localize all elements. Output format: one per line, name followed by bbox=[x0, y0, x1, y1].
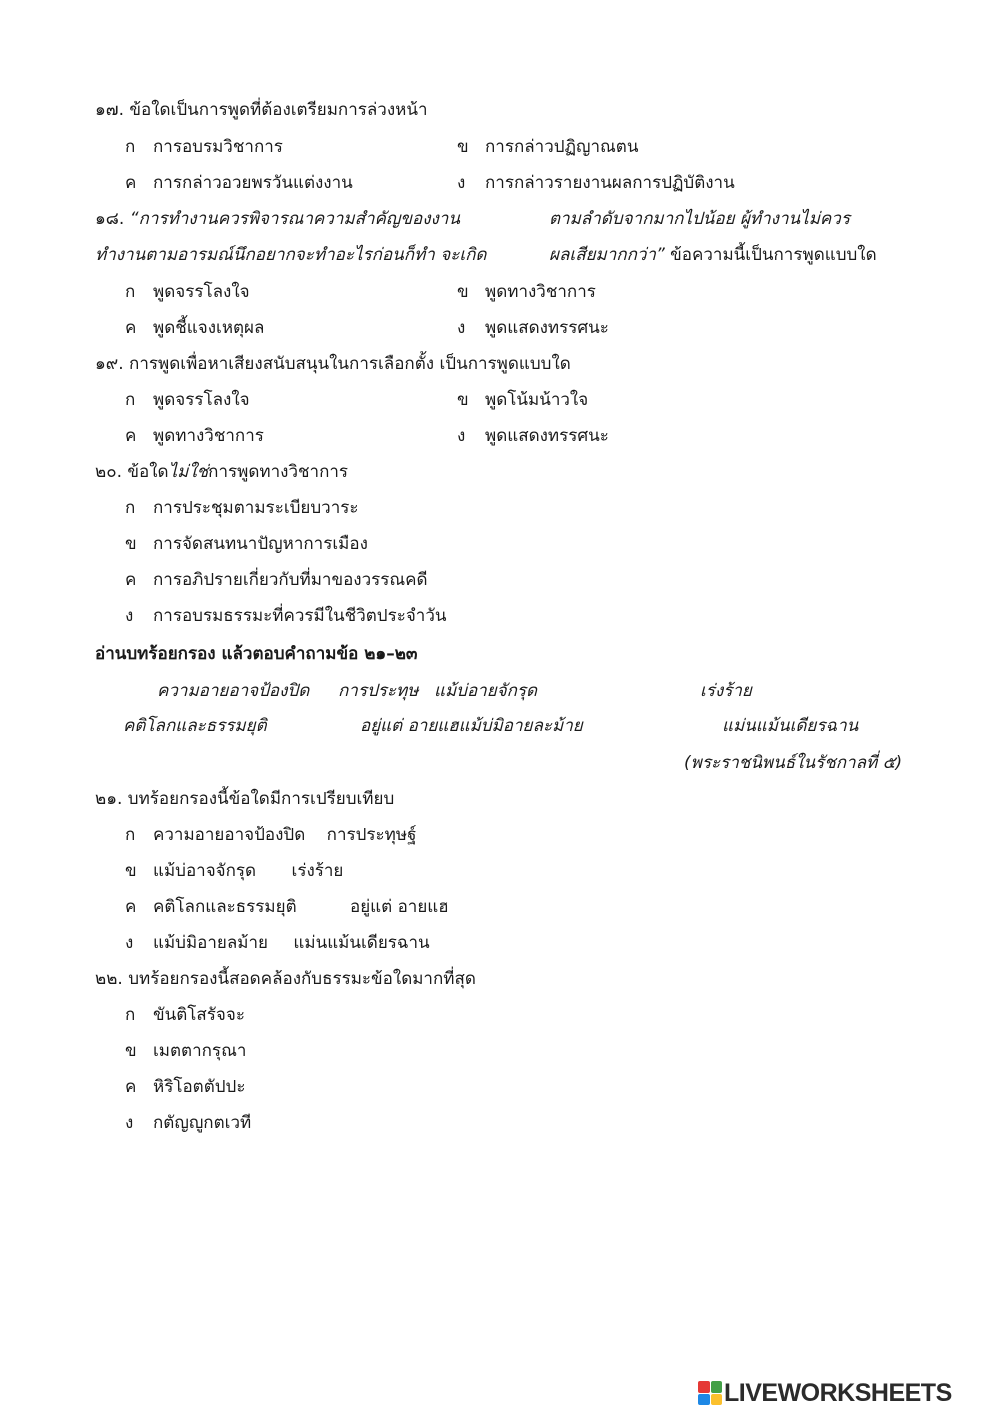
q17-option-a[interactable]: การอบรมวิชาการ bbox=[153, 137, 283, 157]
poem-line-2c: แม่นแม้นเดียรฉาน bbox=[722, 716, 859, 736]
q20-option-c[interactable]: การอภิปรายเกี่ยวกับที่มาของวรรณคดี bbox=[153, 570, 428, 590]
q20-option-b[interactable]: การจัดสนทนาปัญหาการเมือง bbox=[153, 534, 368, 554]
q21-option-a-letter: ก bbox=[125, 825, 136, 845]
q22-option-b[interactable]: เมตตากรุณา bbox=[153, 1041, 247, 1061]
q22-option-c-letter: ค bbox=[125, 1077, 137, 1097]
q21-option-c[interactable] bbox=[153, 895, 449, 919]
q19-option-a-letter: ก bbox=[125, 390, 136, 410]
q20-option-d[interactable]: การอบรมธรรมะที่ควรมีในชีวิตประจำวัน bbox=[153, 606, 447, 626]
q19-option-c[interactable]: พูดทางวิชาการ bbox=[153, 426, 264, 446]
q19-option-c-letter: ค bbox=[125, 426, 137, 446]
q21-option-a[interactable] bbox=[153, 823, 416, 847]
q18-option-d-letter: ง bbox=[457, 318, 466, 338]
poem-line-1c: แม้บ่อายจักรุด bbox=[434, 681, 538, 701]
q20-option-a[interactable]: การประชุมตามระเบียบวาระ bbox=[153, 498, 359, 518]
q21-option-b-part-1: แม้บ่อาจจักรุด bbox=[153, 861, 257, 881]
q17-option-c-letter: ค bbox=[125, 173, 137, 193]
q18-option-a-letter: ก bbox=[125, 282, 136, 302]
q18-number: ๑๘. bbox=[95, 209, 125, 229]
poem-line-2a: คติโลกและธรรมยุติ bbox=[123, 716, 267, 736]
q17-option-b[interactable]: การกล่าวปฏิญาณตน bbox=[485, 137, 639, 157]
q21-option-c-letter: ค bbox=[125, 897, 137, 917]
q22-option-a-letter: ก bbox=[125, 1005, 136, 1025]
poem-heading: อ่านบทร้อยกรอง แล้วตอบคำถามข้อ ๒๑–๒๓ bbox=[95, 644, 418, 664]
question-22-stem: ๒๒. บทร้อยกรองนี้สอดคล้องกับธรรมะข้อใดมากที่สุด bbox=[95, 969, 476, 989]
q18-option-b[interactable]: พูดทางวิชาการ bbox=[485, 282, 596, 302]
logo-square-red-icon bbox=[698, 1381, 710, 1393]
q18-option-a[interactable]: พูดจรรโลงใจ bbox=[153, 282, 250, 302]
q18-option-d[interactable]: พูดแสดงทรรศนะ bbox=[485, 318, 609, 338]
poem-line-1b: การประทุษ bbox=[338, 681, 419, 701]
q21-option-d-part-2: แม่นแม้นเดียรฉาน bbox=[293, 933, 430, 953]
liveworksheets-logo-text: LIVEWORKSHEETS bbox=[724, 1378, 952, 1407]
q21-option-d-letter: ง bbox=[125, 933, 134, 953]
q19-option-b[interactable]: พูดโน้มน้าวใจ bbox=[485, 390, 589, 410]
q20-option-d-letter: ง bbox=[125, 606, 134, 626]
q18-option-c-letter: ค bbox=[125, 318, 137, 338]
q17-option-d[interactable]: การกล่าวรายงานผลการปฏิบัติงาน bbox=[485, 173, 735, 193]
question-21-stem: ๒๑. บทร้อยกรองนี้ข้อใดมีการเปรียบเทียบ bbox=[95, 789, 395, 809]
q18-option-b-letter: ข bbox=[457, 282, 469, 302]
liveworksheets-logo[interactable] bbox=[698, 1378, 952, 1408]
q18-quote-part-4: ผลเสียมากกว่า” bbox=[549, 245, 665, 265]
q22-option-d-letter: ง bbox=[125, 1113, 134, 1133]
poem-source: (พระราชนิพนธ์ในรัชกาลที่ ๕) bbox=[684, 753, 903, 773]
question-17-stem: ๑๗. ข้อใดเป็นการพูดที่ต้องเตรียมการล่วงหน้า bbox=[95, 100, 428, 120]
q22-option-d[interactable]: กตัญญูกตเวที bbox=[153, 1113, 252, 1133]
logo-square-green-icon bbox=[711, 1381, 723, 1393]
q18-quote-part-2: ตามลำดับจากมากไปน้อย ผู้ทำงานไม่ควร bbox=[549, 209, 850, 229]
q20-stem-post: การพูดทางวิชาการ bbox=[208, 462, 349, 482]
poem-line-1d: เร่งร้าย bbox=[700, 681, 752, 701]
q18-option-c[interactable]: พูดชี้แจงเหตุผล bbox=[153, 318, 265, 338]
q20-stem-italic: ไม่ใช่ bbox=[168, 462, 209, 482]
q21-option-b-part-2: เร่งร้าย bbox=[291, 861, 344, 881]
q20-stem-pre: ๒๐. ข้อใด bbox=[95, 462, 169, 482]
q18-quote-part-1: “การทำงานควรพิจารณาความสำคัญของงาน bbox=[129, 209, 460, 229]
q21-option-d[interactable] bbox=[153, 931, 430, 955]
q17-option-c[interactable]: การกล่าวอวยพรวันแต่งงาน bbox=[153, 173, 353, 193]
q19-option-b-letter: ข bbox=[457, 390, 469, 410]
q22-option-b-letter: ข bbox=[125, 1041, 137, 1061]
question-18-line-2-tail bbox=[549, 243, 877, 267]
q18-quote-part-3: ทำงานตามอารมณ์นึกอยากจะทำอะไรก่อนก็ทำ จะเกิด bbox=[95, 245, 487, 265]
logo-square-yellow-icon bbox=[711, 1394, 723, 1406]
q21-option-c-part-2: อยู่แต่ อายแฮ bbox=[350, 897, 449, 917]
poem-line-2b: อยู่แต่ อายแฮแม้บ่มิอายละม้าย bbox=[360, 716, 583, 736]
q21-option-a-part-2: การประทุษฐ์ bbox=[326, 825, 417, 845]
q17-option-b-letter: ข bbox=[457, 137, 469, 157]
q17-option-a-letter: ก bbox=[125, 137, 136, 157]
logo-square-blue-icon bbox=[698, 1394, 710, 1406]
q21-option-a-part-1: ความอายอาจป้องปิด bbox=[153, 825, 306, 845]
q21-option-b[interactable] bbox=[153, 859, 343, 883]
poem-line-1a: ความอายอาจป้องปิด bbox=[157, 681, 310, 701]
question-19-stem: ๑๙. การพูดเพื่อหาเสียงสนับสนุนในการเลือกตั้ง เป็นการพูดแบบใด bbox=[95, 354, 571, 374]
q19-option-d-letter: ง bbox=[457, 426, 466, 446]
question-18-line-1 bbox=[95, 207, 460, 231]
q20-option-b-letter: ข bbox=[125, 534, 137, 554]
q19-option-a[interactable]: พูดจรรโลงใจ bbox=[153, 390, 250, 410]
q21-option-b-letter: ข bbox=[125, 861, 137, 881]
q22-option-a[interactable]: ขันติโสรัจจะ bbox=[153, 1005, 245, 1025]
liveworksheets-logo-icon bbox=[698, 1381, 722, 1405]
q20-option-c-letter: ค bbox=[125, 570, 137, 590]
q21-option-c-part-1: คติโลกและธรรมยุติ bbox=[153, 897, 297, 917]
q20-option-a-letter: ก bbox=[125, 498, 136, 518]
q22-option-c[interactable]: หิริโอตตัปปะ bbox=[153, 1077, 246, 1097]
q18-stem-tail: ข้อความนี้เป็นการพูดแบบใด bbox=[670, 245, 877, 265]
q21-option-d-part-1: แม้บ่มิอายลม้าย bbox=[153, 933, 269, 953]
question-20-stem bbox=[95, 460, 348, 484]
q17-option-d-letter: ง bbox=[457, 173, 466, 193]
q19-option-d[interactable]: พูดแสดงทรรศนะ bbox=[485, 426, 609, 446]
